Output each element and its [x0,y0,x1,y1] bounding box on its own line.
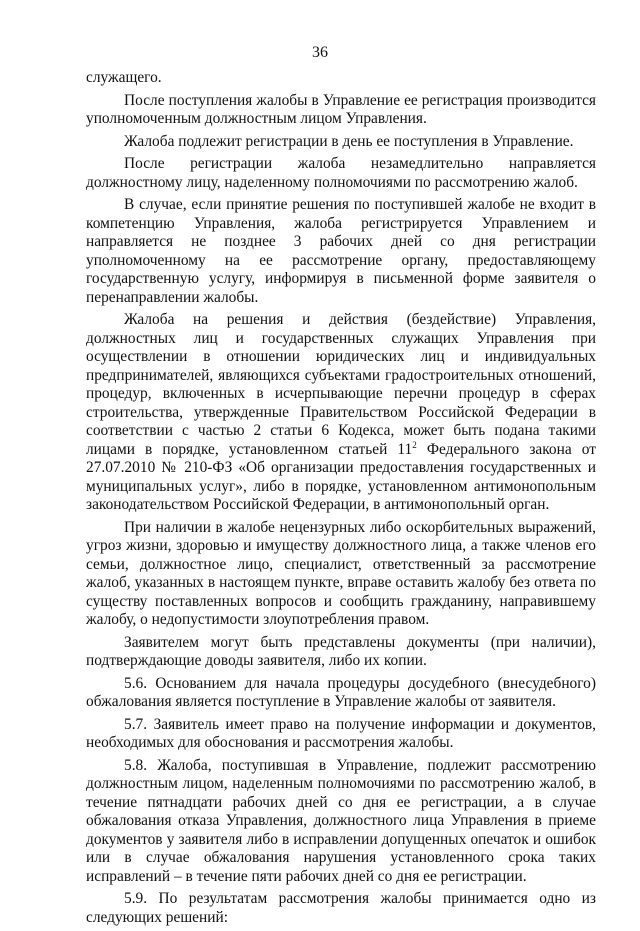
paragraph: служащего. [86,69,162,86]
paragraph: 5.8. Жалоба, поступившая в Управление, подлежит рассмотрению должностным лицом, наделенным полномочиями по рассмотрению жалоб, в течение пятнадцати рабочих дней со дня ее регистрации, а в случае обжалования отказа Управления, должностного лица Управления в приеме документов у заявителя либо в исправлении допущенных опечаток и ошибок или в случае обжалования нарушения установленного срока таких исправлений – в течение пяти рабочих дней со дня ее регистрации. [86,756,596,885]
paragraph: Заявителем могут быть представлены документы (при наличии), подтверждающие доводы заявителя, либо их копии. [86,633,596,669]
paragraph-text-continued: Федерального закона от 27.07.2010 № 210-ФЗ «Об организации предоставления государственных и муниципальных услуг», либо в порядке, установленном антимонопольным законодательством Российской Федерации, в антимонопольный орган. [86,440,597,513]
paragraph: При наличии в жалобе нецензурных либо оскорбительных выражений, угроз жизни, здоровью и имуществу должностного лица, а также членов его семьи, должностное лицо, специалист, ответственный за рассмотрение жалоб, указанных в настоящем пункте, вправе оставить жалобу без ответа по существу поставленных вопросов и сообщить гражданину, направившему жалобу, о недопустимости злоупотребления правом. [86,518,596,628]
superscript: 2 [412,439,417,450]
paragraph: В случае, если принятие решения по поступившей жалобе не входит в компетенцию Управления, жалоба регистрируется Управлением и направляется не позднее 3 рабочих дней со дня регистрации уполномоченному на ее рассмотрение органу, предоставляющему государственную услугу, информируя в письменной форме заявителя о перенаправлении жалобы. [86,196,596,306]
paragraph: Жалоба подлежит регистрации в день ее поступления в Управление. [124,132,574,150]
paragraph: 5.7. Заявитель имеет право на получение информации и документов, необходимых для обоснования и рассмотрения жалобы. [86,715,596,751]
paragraph-with-superscript [86,311,596,515]
paragraph: 5.6. Основанием для начала процедуры досудебного (внесудебного) обжалования является поступление в Управление жалобы от заявителя. [86,674,596,710]
paragraph: После регистрации жалоба незамедлительно направляется должностному лицу, наделенному полномочиями по рассмотрению жалоб. [86,155,596,191]
paragraph-text: Жалоба на решения и действия (бездействие) Управления, должностных лиц и государственных служащих Управления при осуществлении в отношении юридических лиц и индивидуальных предпринимателей, являющихся субъектами градостроительных отношений, процедур, включенных в исчерпывающие перечни процедур в сферах строительства, утвержденные Правительством Российской Федерации в соответствии с частью 2 статьи 6 Кодекса, может быть подана такими лицами в порядке, установленном статьей 11 [86,311,596,458]
page-number: 36 [312,44,328,61]
paragraph: После поступления жалобы в Управление ее регистрация производится уполномоченным должностным лицом Управления. [86,91,596,127]
paragraph: 5.9. По результатам рассмотрения жалобы принимается одно из следующих решений: [86,890,596,926]
document-body [86,69,596,931]
